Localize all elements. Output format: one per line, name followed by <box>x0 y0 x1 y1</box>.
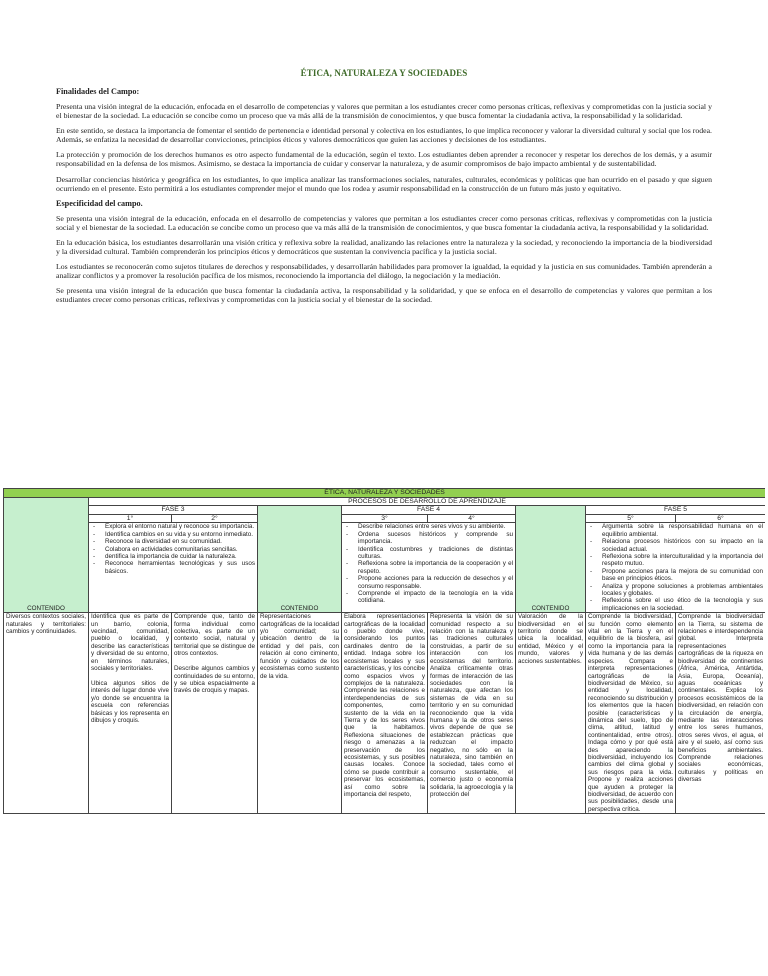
especificidad-paragraph: Se presenta una visión integral de la educación, enfocada en el desarrollo de competencias y valores que permitan a los estudiantes crecer como personas críticas, reflexivas y comprometidas con la justicia social y el bienestar de la sociedad. La educación se concibe como un proceso que va más allá de la transmisión de conocimientos, y que busca fomentar la ciudadanía activa, la responsabilidad y la solidaridad. <box>56 213 712 232</box>
list-item: - Colabora en actividades comunitarias sencillas. <box>105 546 255 553</box>
list-item: - Reconoce herramientas tecnológicas y sus usos básicos. <box>105 560 255 575</box>
curriculum-table <box>3 488 765 814</box>
list-item: - Relaciona procesos históricos con su impacto en la sociedad actual. <box>602 538 763 553</box>
especificidad-paragraph: Se presenta una visión integral de la educación que busca fomentar la ciudadanía activa, la responsabilidad y la solidaridad, y que se enfoca en el desarrollo de competencias y valores que permitan a los estudiantes crecer como personas críticas, reflexivas y comprometidas con la justicia social y el bienestar de la sociedad. <box>56 286 712 305</box>
fase3-pda-cell <box>89 523 258 613</box>
fase5-pda-list <box>588 523 763 612</box>
grade-header: 2° <box>172 514 258 523</box>
blank-cell <box>4 514 89 523</box>
document-body <box>56 68 712 311</box>
contenido-fase3: Diversos contextos sociales, naturales y territoriales: cambios y continuidades. <box>4 613 89 814</box>
list-item: - Describe relaciones entre seres vivos y su ambiente. <box>358 523 513 530</box>
finalidades-paragraph: Presenta una visión integral de la educación, enfocada en el desarrollo de competencias y valores que permitan a los estudiantes crecer como personas críticas, reflexivas y comprometidas con la justicia social y el bienestar de la sociedad. La educación se concibe como un proceso que va más allá de la transmisión de conocimientos, y que busca fomentar la ciudadanía activa, la responsabilidad y la solidaridad. <box>56 102 712 121</box>
finalidades-heading: Finalidades del Campo: <box>56 87 140 96</box>
especificidad-paragraph: Los estudiantes se reconocerán como sujetos titulares de derechos y responsabilidades, y desarrollarán habilidades para promover la igualdad, la equidad y la justicia en sus comunidades. También aprenderán a analizar conflictos y a promover la resolución pacífica de los mismos, reconociendo la importancia del diálogo, la negociación y la mediación. <box>56 262 712 281</box>
curriculum-table-wrapper <box>3 488 765 976</box>
blank-cell <box>258 514 342 523</box>
list-item: - Identifica costumbres y tradiciones de distintas culturas. <box>358 546 513 561</box>
fase5-header: FASE 5 <box>586 506 766 515</box>
list-item: - Reflexiona sobre el uso ético de la tecnología y sus implicaciones en la sociedad. <box>602 597 763 612</box>
fase5-pda-cell <box>586 523 766 613</box>
grade-header: 1° <box>89 514 172 523</box>
list-item: - Identifica cambios en su vida y su entorno inmediato. <box>105 531 255 538</box>
grade-header: 5° <box>586 514 676 523</box>
table-title: ÉTICA, NATURALEZA Y SOCIEDADES <box>4 489 766 498</box>
list-item: - Argumenta sobre la responsabilidad humana en el equilibrio ambiental. <box>602 523 763 538</box>
blank-cell <box>516 506 586 515</box>
blank-cell <box>258 506 342 515</box>
grade-header: 4° <box>428 514 516 523</box>
grade-6-pda: Comprende la biodiversidad en la Tierra, su sistema de relaciones e interdependencia global. Interpreta representaciones cartográficas de la riqueza en biodiversidad de continentes (África, América, Antártida, Asia, Europa, Oceanía), aguas oceánicas y continentales. Explica los procesos ecosistémicos de la biodiversidad, en relación con la circulación de energía, mediante las interacciones entre los seres humanos, otros seres vivos, el agua, el aire y el suelo, así como sus beneficios ambientales. Comprende relaciones sociales económicas, culturales y políticas en diversas <box>676 613 766 814</box>
contenido-label: CONTENIDO <box>516 523 586 613</box>
fase3-pda-list <box>91 523 255 575</box>
grade-2-pda: Comprende que, tanto de forma individual como colectiva, es parte de un contexto social, natural y territorial que se distingue de otros contextos. Describe algunos cambios y continuidades de su entorno, y se ubica espacialmente a través de croquis y mapas. <box>172 613 258 814</box>
grade-3-pda: Elabora representaciones cartográficas de la localidad o pueblo donde vive, considerando los puntos cardinales dentro de la entidad. Indaga sobre los ecosistemas locales y sus características, y los concibe como espacios vivos y complejos de la naturaleza. Comprende las relaciones e interdependencias de sus componentes, como sustento de la vida en la Tierra y de los seres vivos que la habitamos. Reflexiona situaciones de riesgo o amenazas a la preservación de los ecosistemas, y sus posibles causas locales. Conoce cómo se puede contribuir a preservar los ecosistemas, así como sobre la importancia del respeto, <box>342 613 428 814</box>
list-item: - dentifica la importancia de cuidar la naturaleza. <box>105 553 255 560</box>
fase4-header: FASE 4 <box>342 506 516 515</box>
list-item: - Reflexiona sobre la interculturalidad y la importancia del respeto mutuo. <box>602 553 763 568</box>
list-item: - Analiza y propone soluciones a problemas ambientales locales y globales. <box>602 583 763 598</box>
contenido-label: CONTENIDO <box>4 523 89 613</box>
especificidad-paragraph: En la educación básica, los estudiantes desarrollarán una visión crítica y reflexiva sobre la realidad, analizando las relaciones entre la naturaleza y la sociedad, y reconociendo la importancia de la biodiversidad y la diversidad cultural. También comprenderán los principios éticos y democráticos que sustentan la convivencia pacífica y la justicia social. <box>56 237 712 257</box>
list-item: - Propone acciones para la mejora de su comunidad con base en principios éticos. <box>602 568 763 583</box>
grade-1-pda: Identifica que es parte de un barrio, colonia, vecindad, comunidad, pueblo o localidad, y describe las características y diversidad de su entorno, en términos naturales, sociales y territoriales. Ubica algunos sitios de interés del lugar donde vive y/o donde se encuentra la escuela con referencias básicas y los representa en dibujos y croquis. <box>89 613 172 814</box>
table-subtitle: PROCESOS DE DESARROLLO DE APRENDIZAJE <box>89 497 766 506</box>
document-title: ÉTICA, NATURALEZA Y SOCIEDADES <box>300 68 468 78</box>
list-item: - Ordena sucesos históricos y comprende su importancia. <box>358 531 513 546</box>
fase3-header: FASE 3 <box>89 506 258 515</box>
list-item: - Reflexiona sobre la importancia de la cooperación y el respeto. <box>358 560 513 575</box>
grade-4-pda: Representa la visión de su comunidad respecto a su relación con la naturaleza y las tradiciones culturales construidas, a partir de su interacción con los ecosistemas del territorio. Analiza críticamente otras formas de interacción de las sociedades con la naturaleza, que afectan los sistemas de vida en su territorio y en su comunidad reconociendo que la vida humana y la de otros seres vivos depende de que se establezcan prácticas que reduzcan el impacto negativo, no sólo en la naturaleza, sino también en la sociedad, tales como el consumo sustentable, el comercio justo o economía solidaria, la agroecología y la protección del <box>428 613 516 814</box>
grade-5-pda: Comprende la biodiversidad, su función como elemento vital en la Tierra y en el equilibrio de la biosfera, así como la importancia para la vida humana y de las demás especies. Compara e interpreta representaciones cartográficas de la biodiversidad de México, su entidad y localidad, reconociendo su distribución y los elementos que la hacen posible (características y dinámica del suelo, tipo de clima, altitud, latitud y continentalidad, entre otros). Indaga cómo y por qué está des apareciendo la biodiversidad, incluyendo los cambios del clima global y sus riesgos para la vida. Propone y realiza acciones que ayuden a proteger la biodiversidad, de acuerdo con sus posibilidades, desde una perspectiva crítica. <box>586 613 676 814</box>
list-item: - Reconoce la diversidad en su comunidad. <box>105 538 255 545</box>
list-item: - Explora el entorno natural y reconoce su importancia. <box>105 523 255 530</box>
blank-cell <box>516 514 586 523</box>
fase4-pda-list <box>344 523 513 604</box>
contenido-fase4: Representaciones cartográficas de la localidad y/o comunidad; su ubicación dentro de la entidad y del país, con relación al cono ciminento, función y cuidados de los ecosistemas como sustento de la vida. <box>258 613 342 814</box>
contenido-label: CONTENIDO <box>258 523 342 613</box>
fase4-pda-cell <box>342 523 516 613</box>
finalidades-paragraph: La protección y promoción de los derechos humanos es otro aspecto fundamental de la educación, según el texto. Los estudiantes deben aprender a reconocer y respetar los derechos de los demás, y a asumir responsabilidad en la defensa de los mismos. Asimismo, se destaca la importancia de cuidar y conservar la naturaleza, y de asumir compromisos de bajo impacto ambiental y de sustentabilidad. <box>56 150 712 169</box>
finalidades-paragraph: Desarrollar conciencias histórica y geográfica en los estudiantes, lo que implica analizar las transformaciones sociales, naturales, culturales, económicas y políticas que han ocurrido en el pasado y que siguen ocurriendo en el presente. Esto permitirá a los estudiantes comprender mejor el mundo que los rodea y asumir responsabilidad en la construcción de un futuro más justo y equitativo. <box>56 174 712 193</box>
grade-header: 3° <box>342 514 428 523</box>
blank-cell <box>4 506 89 515</box>
grade-header: 6° <box>676 514 766 523</box>
especificidad-heading: Especificidad del campo. <box>56 198 143 208</box>
list-item: - Comprende el impacto de la tecnología en la vida cotidiana. <box>358 590 513 605</box>
contenido-fase5: Valoración de la biodiversidad en el territorio donde se ubica la localidad, entidad, México y el mundo, valores y acciones sustentables. <box>516 613 586 814</box>
list-item: - Propone acciones para la reducción de desechos y el consumo responsable. <box>358 575 513 590</box>
finalidades-paragraph: En este sentido, se destaca la importancia de fomentar el sentido de pertenencia e identidad personal y colectiva en los estudiantes, lo que implica reconocer y valorar la diversidad cultural y social que los rodea. Además, se enfatiza la necesidad de desarrollar convicciones, principios éticos y valores democráticos que guíen las acciones y decisiones de los estudiantes. <box>56 126 712 145</box>
blank-cell <box>4 497 89 506</box>
